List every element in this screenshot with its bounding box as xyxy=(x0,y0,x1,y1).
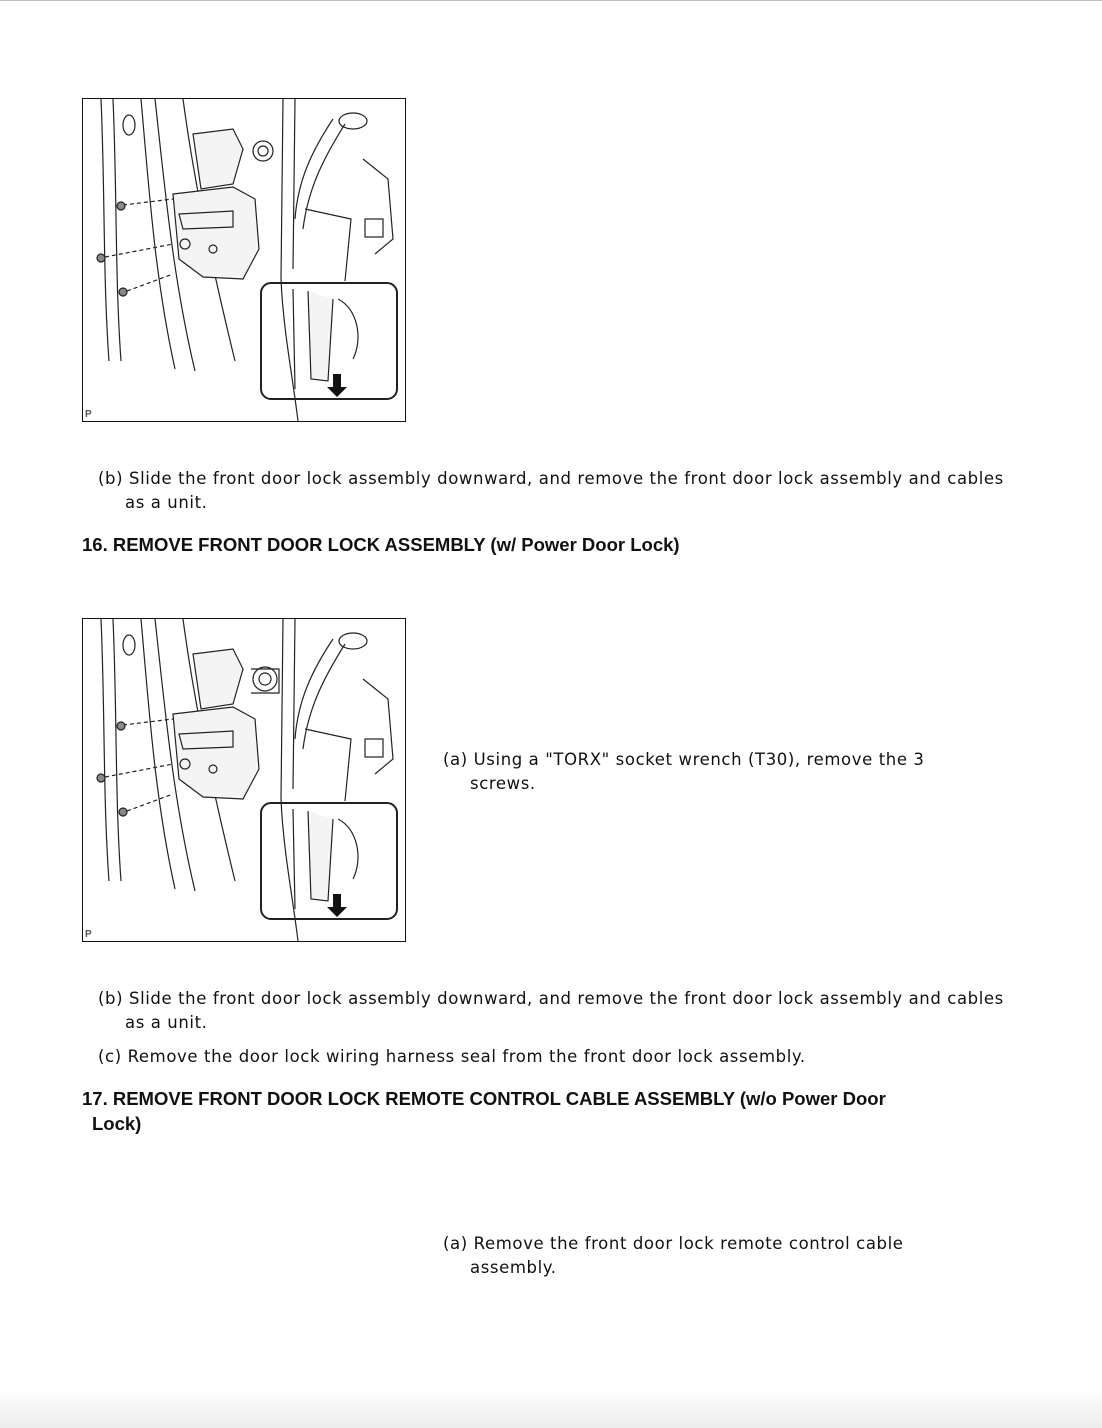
section16-step-c xyxy=(98,1045,806,1069)
section16-step-a xyxy=(443,748,925,796)
section15-step-b xyxy=(98,467,1004,515)
section17-step-a xyxy=(443,1232,904,1280)
step-text-continuation: as a unit. xyxy=(125,1013,208,1032)
step-text: (a) Using a "TORX" socket wrench (T30), remove the 3 xyxy=(443,750,925,769)
page-top-border xyxy=(0,0,1102,1)
door-lock-drawing xyxy=(83,99,405,421)
door-lock-illustration-1 xyxy=(82,98,406,422)
step-text-continuation: screws. xyxy=(470,774,536,793)
heading-text: 16. REMOVE FRONT DOOR LOCK ASSEMBLY (w/ Power Door Lock) xyxy=(82,534,680,555)
section16-heading xyxy=(82,532,680,557)
page-bottom-shadow xyxy=(0,1388,1102,1428)
door-lock-drawing xyxy=(83,619,405,941)
door-lock-illustration-2 xyxy=(82,618,406,942)
heading-text-continuation: Lock) xyxy=(92,1113,142,1134)
step-text-continuation: as a unit. xyxy=(125,493,208,512)
step-text: (a) Remove the front door lock remote control cable xyxy=(443,1234,904,1253)
heading-text: 17. REMOVE FRONT DOOR LOCK REMOTE CONTROL CABLE ASSEMBLY (w/o Power Door xyxy=(82,1088,886,1109)
figure-label: P xyxy=(85,929,92,940)
step-text: (b) Slide the front door lock assembly downward, and remove the front door lock assembly and cables xyxy=(98,469,1004,488)
section16-step-b xyxy=(98,987,1004,1035)
figure-label: P xyxy=(85,409,92,420)
step-text-continuation: assembly. xyxy=(470,1258,557,1277)
step-text: (b) Slide the front door lock assembly downward, and remove the front door lock assembly and cables xyxy=(98,989,1004,1008)
step-text: (c) Remove the door lock wiring harness seal from the front door lock assembly. xyxy=(98,1047,806,1066)
section17-heading xyxy=(82,1086,886,1136)
